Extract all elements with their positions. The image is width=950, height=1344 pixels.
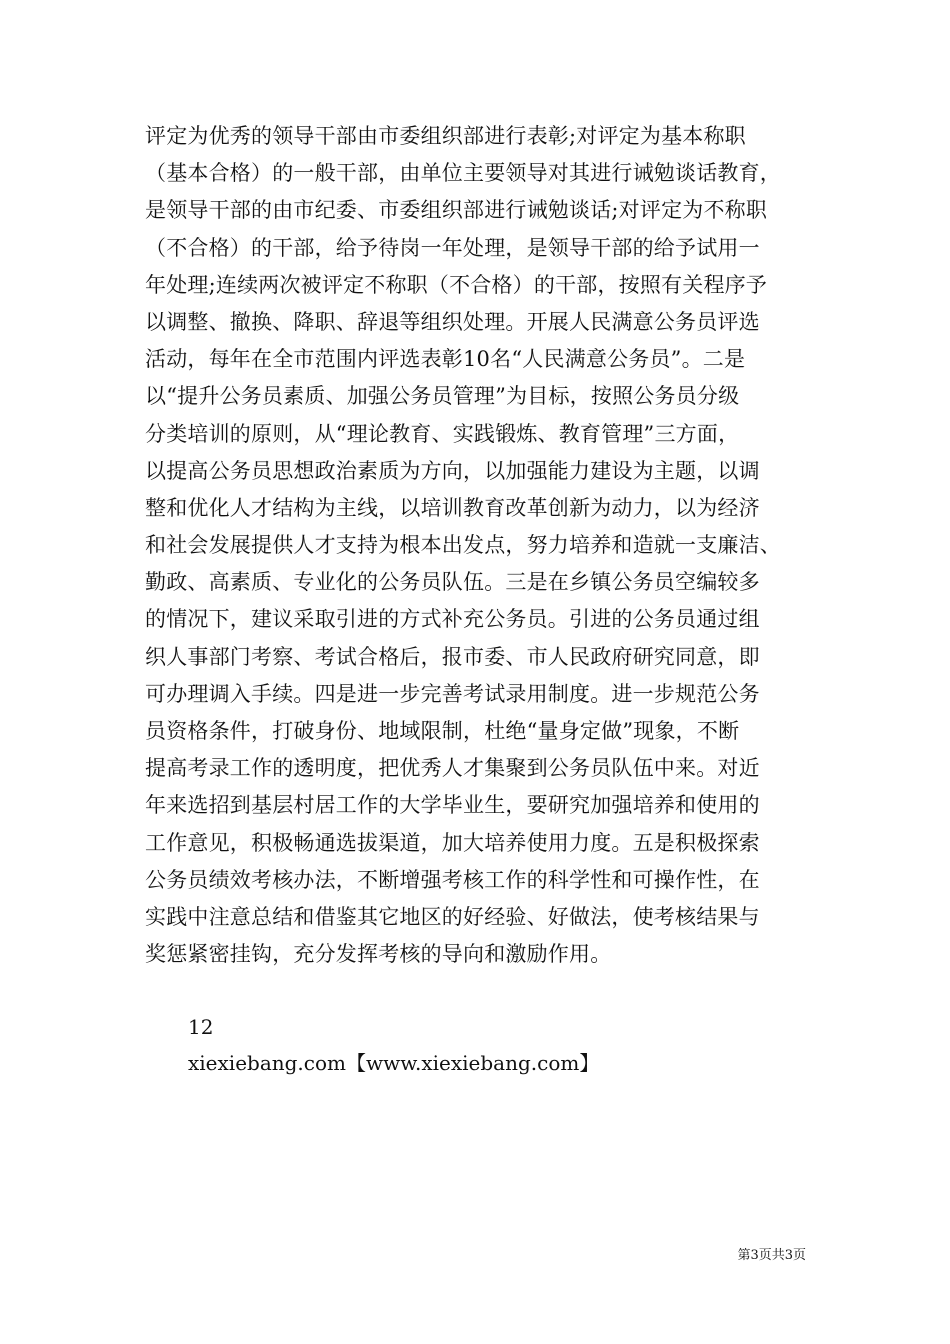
text-line: 公务员绩效考核办法，不断增强考核工作的科学性和可操作性，在 [145,867,760,892]
text-line: 和社会发展提供人才支持为根本出发点，努力培养和造就一支廉洁、 [145,533,781,558]
text-line: 工作意见，积极畅通选拔渠道，加大培养使用力度。五是积极探索 [145,830,760,855]
text-line: 可办理调入手续。四是进一步完善考试录用制度。进一步规范公务 [145,681,760,706]
text-line: 织人事部门考察、考试合格后，报市委、市人民政府研究同意，即 [145,644,760,669]
text-line: 是领导干部的由市纪委、市委组织部进行诫勉谈话;对评定为不称职 [145,198,768,223]
text-line: 以“提升公务员素质、加强公务员管理”为目标，按照公务员分级 [145,384,740,409]
text-line: 提高考录工作的透明度，把优秀人才集聚到公务员队伍中来。对近 [145,756,760,781]
text-line: 分类培训的原则，从“理论教育、实践锻炼、教育管理”三方面， [145,421,740,446]
number-line: 12 [188,1015,214,1039]
text-line: 勤政、高素质、专业化的公务员队伍。三是在乡镇公务员空编较多 [145,570,760,595]
site-link-text: xiexiebang.com【www.xiexiebang.com】 [188,1051,600,1075]
text-line: 年处理;连续两次被评定不称职（不合格）的干部，按照有关程序予 [145,272,768,297]
text-line: 员资格条件，打破身份、地域限制，杜绝“量身定做”现象，不断 [145,719,740,743]
text-line: 实践中注意总结和借鉴其它地区的好经验、好做法，使考核结果与 [145,904,760,929]
text-line: 整和优化人才结构为主线，以培训教育改革创新为动力，以为经济 [145,495,760,520]
text-line: 以提高公务员思想政治素质为方向，以加强能力建设为主题，以调 [145,458,760,483]
text-line: 评定为优秀的领导干部由市委组织部进行表彰;对评定为基本称职 [145,124,746,148]
text-line: 年来选招到基层村居工作的大学毕业生，要研究加强培养和使用的 [145,793,760,818]
text-line: （不合格）的干部，给予待岗一年处理，是领导干部的给予试用一 [145,235,760,260]
page-footer-label: 第3页共3页 [737,1248,806,1263]
text-line: 的情况下，建议采取引进的方式补充公务员。引进的公务员通过组 [145,607,760,632]
text-line: 活动，每年在全市范围内评选表彰10名“人民满意公务员”。二是 [145,347,746,372]
text-line: 奖惩紧密挂钩，充分发挥考核的导向和激励作用。 [145,942,612,967]
text-line: （基本合格）的一般干部，由单位主要领导对其进行诫勉谈话教育， [145,161,781,186]
text-line: 以调整、撤换、降职、辞退等组织处理。开展人民满意公务员评选 [145,309,760,334]
body-text [145,118,845,973]
